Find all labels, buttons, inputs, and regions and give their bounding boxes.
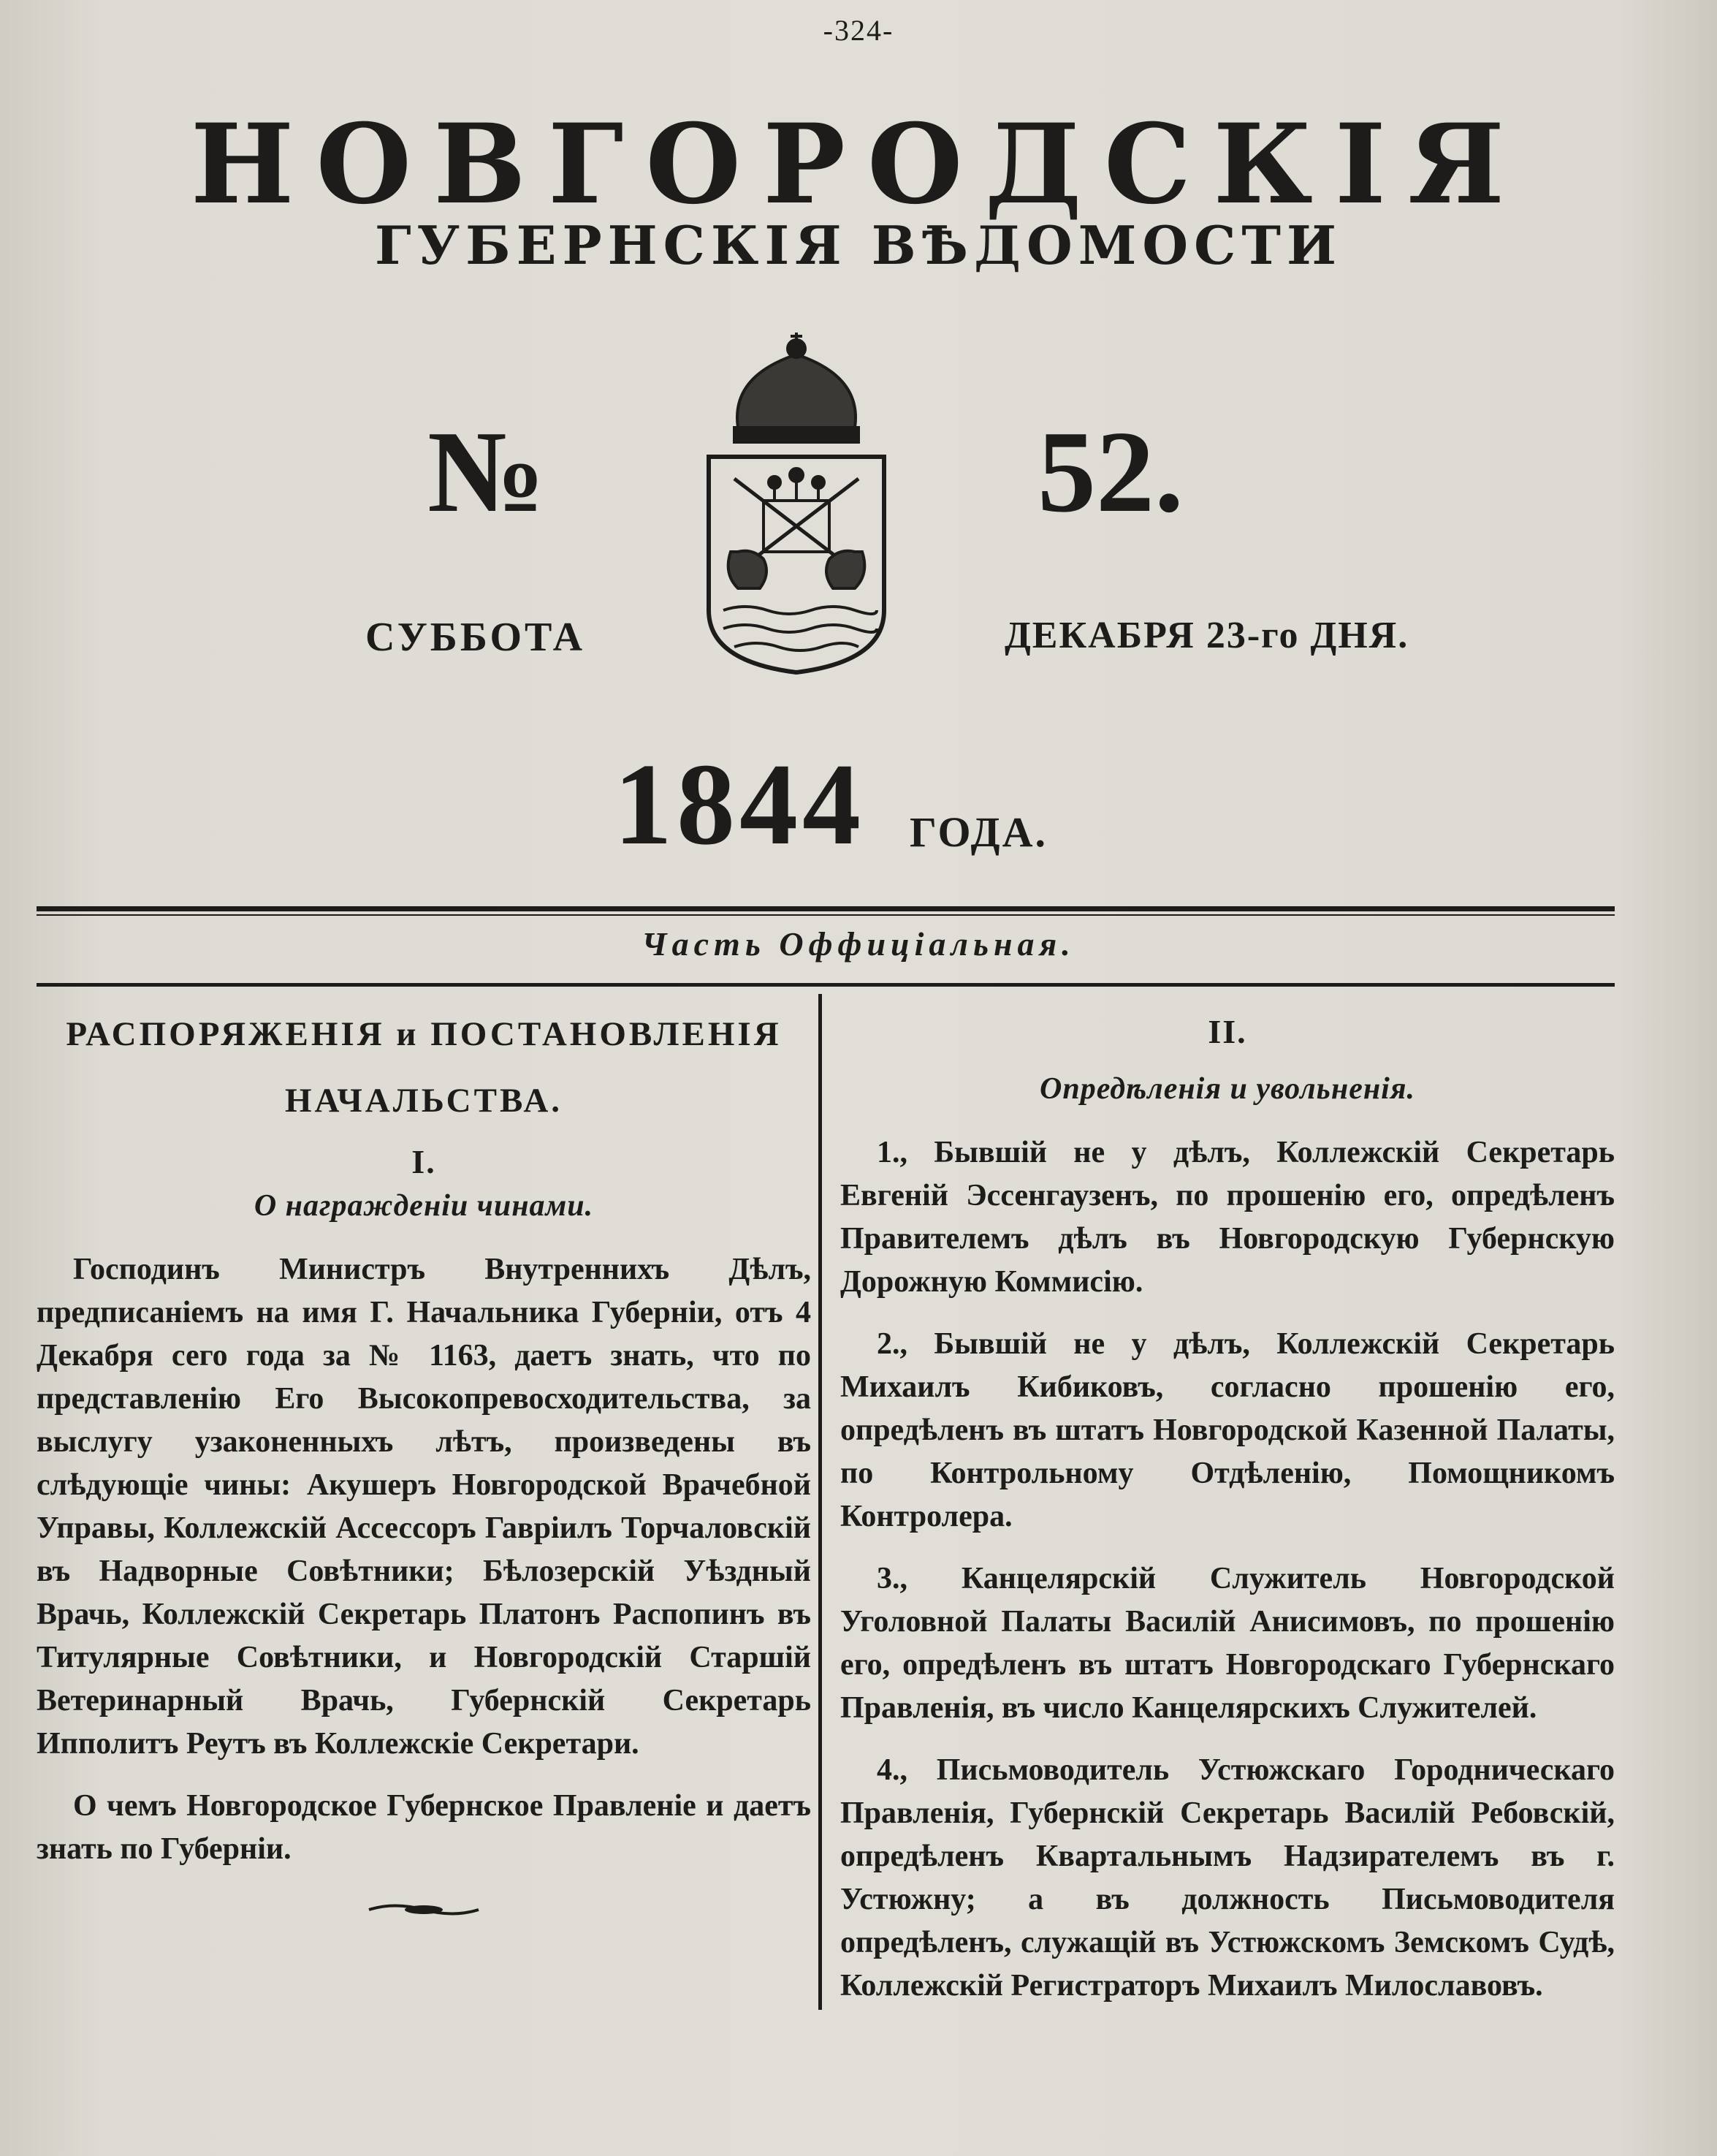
masthead-title: НОВГОРОДСКІЯ bbox=[190, 100, 1527, 229]
left-subsection-title: О награжденіи чинами. bbox=[254, 1189, 594, 1223]
issue-date: ДЕКАБРЯ 23-го ДНЯ. bbox=[1005, 615, 1409, 656]
issue-weekday: СУББОТА bbox=[365, 615, 586, 660]
right-subsection-title: Опредѣленія и увольненія. bbox=[1040, 1072, 1415, 1106]
issue-year-word: ГОДА. bbox=[910, 808, 1048, 856]
left-paragraph: Господинъ Министръ Внутреннихъ Дѣлъ, предписаніемъ на имя Г. Начальника Губерніи, отъ 4 Декабря сего года за № 1163, даетъ знать, что по представленію Его Высокопревосходительства, за выслугу узаконенныхъ лѣтъ, произведены въ слѣдующіе чины: Акушеръ Новгородской Врачебной Управы, Коллежскій Ассессоръ Гавріилъ Торчаловскій въ Надворные Совѣтники; Бѣлозерскій Уѣздный Врачь, Коллежскій Секретарь Платонъ Распопинъ въ Титулярные Совѣтники, и Новгородскій Старшій Ветеринарный Врачь, Губернскій Секретарь Ипполитъ Реутъ въ Коллежскіе Секретари. bbox=[37, 1253, 811, 1761]
column-divider bbox=[818, 994, 822, 2010]
left-column bbox=[37, 1012, 811, 1919]
novgorod-coat-of-arms-icon bbox=[694, 333, 899, 676]
right-paragraph: 2., Бывшій не у дѣлъ, Коллежскій Секретарь Михаилъ Кибиковъ, согласно прошенію его, опредѣленъ въ штатъ Новгородской Казенной Палаты, по Контрольному Отдѣленію, Помощникомъ Контролера. bbox=[840, 1327, 1615, 1533]
right-paragraph: 1., Бывшій не у дѣлъ, Коллежскій Секретарь Евгеній Эссенгаузенъ, по прошенію его, опредѣленъ Правителемъ дѣлъ въ Новгородскую Губернскую Дорожную Коммисію. bbox=[840, 1136, 1615, 1299]
right-column bbox=[840, 1012, 1615, 2027]
top-thin-rule bbox=[37, 914, 1615, 916]
left-paragraph: О чемъ Новгородское Губернское Правленіе и даетъ знать по Губерніи. bbox=[37, 1789, 811, 1867]
right-paragraph: 4., Письмоводитель Устюжскаго Городническаго Правленія, Губернскій Секретарь Василій Ребовскій, опредѣленъ Квартальнымъ Надзирателемъ въ г. Устюжну; а въ должность Письмоводителя опредѣленъ, служащій въ Устюжскомъ Земскомъ Судѣ, Коллежскій Регистраторъ Михаилъ Милославовъ. bbox=[840, 1753, 1615, 2003]
section-rule bbox=[37, 983, 1615, 987]
left-heading-line2: НАЧАЛЬСТВА. bbox=[284, 1082, 563, 1120]
left-subsection-number: I. bbox=[411, 1143, 436, 1181]
right-subsection-number: II. bbox=[1208, 1013, 1247, 1050]
ornament-divider-icon bbox=[365, 1900, 482, 1919]
issue-year: 1844 bbox=[614, 739, 865, 869]
left-heading-line1: РАСПОРЯЖЕНІЯ и ПОСТАНОВЛЕНІЯ bbox=[66, 1015, 782, 1053]
issue-number-sign: № bbox=[427, 406, 545, 536]
section-title: Часть Оффиціальная. bbox=[642, 925, 1075, 963]
top-double-rule bbox=[37, 906, 1615, 911]
page-number: -324- bbox=[823, 14, 894, 47]
issue-number: 52. bbox=[1038, 406, 1184, 536]
right-paragraph: 3., Канцелярскій Служитель Новгородской Уголовной Палаты Василій Анисимовъ, по прошенію его, опредѣленъ въ штатъ Новгородскаго Губернскаго Правленія, въ число Канцелярскихъ Служителей. bbox=[840, 1562, 1615, 1725]
masthead-subtitle: ГУБЕРНСКІЯ ВѢДОМОСТИ bbox=[374, 214, 1343, 276]
